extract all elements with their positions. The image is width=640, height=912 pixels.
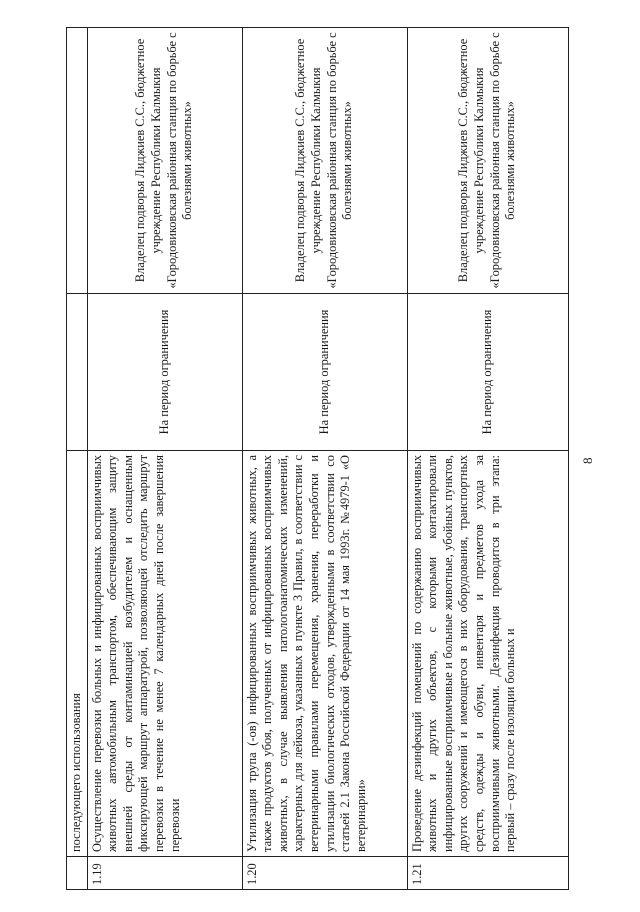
table-cell-responsible <box>67 28 88 294</box>
table-cell-responsible: Владелец подворья Лиджиев С.С., бюджетное учреждение Республики Калмыкия «Городовиковская районная станция по борьбе с болезнями животных» <box>242 28 407 294</box>
table-cell-measure: Осуществление перевозки больных и инфицированных восприимчивых животных автомобильным транспортом, обеспечивающим защиту внешней среды от контаминацией возбудителем и оснащенным фиксирующей маршрут аппаратурой, позволяющей отследить маршрут перевозки в течение не менее 7 календарных дней после завершения перевозки <box>87 451 242 857</box>
table-row <box>242 28 407 890</box>
page-number: 8 <box>580 457 595 464</box>
table-cell-number <box>67 857 88 890</box>
table-cell-continuation: последующего использования <box>67 451 88 857</box>
table-row <box>87 28 242 890</box>
measures-table <box>66 27 569 890</box>
table-cell-period: На период ограничения <box>407 294 568 451</box>
table-row-continuation <box>67 28 88 890</box>
table-cell-period: На период ограничения <box>87 294 242 451</box>
table-row <box>407 28 568 890</box>
table-cell-responsible: Владелец подворья Лиджиев С.С., бюджетное учреждение Республики Калмыкия «Городовиковская районная станция по борьбе с болезнями животных» <box>407 28 568 294</box>
table-cell-number: 1.20 <box>242 857 407 890</box>
table-cell-measure: Проведение дезинфекций помещений по содержанию восприимчивых животных и других объектов, с которыми контактировали инфицированные восприимчивые и больные животные, убойных пунктов, других сооружений и имеющегося в них оборудования, транспортных средств, одежды и обуви, инвентаря и предметов ухода за восприимчивыми животными. Дезинфекция проводится в три этапа: первый – сразу после изоляции больных и <box>407 451 568 857</box>
table-cell-responsible: Владелец подворья Лиджиев С.С., бюджетное учреждение Республики Калмыкия «Городовиковская районная станция по борьбе с болезнями животных» <box>87 28 242 294</box>
table-cell-number: 1.19 <box>87 857 242 890</box>
table-cell-period <box>67 294 88 451</box>
table-cell-number: 1.21 <box>407 857 568 890</box>
table-cell-measure: Утилизация трупа (-ов) инфицированных восприимчивых животных, а также продуктов убоя, полученных от инфицированных восприимчивых животных, в случае выявления патологоанатомических изменений, характерных для лейкоза, указанных в пункте 3 Правил, в соответствии с ветеринарными правилами перемещения, хранения, переработки и утилизации биологических отходов, утвержденными в соответствии со статьей 2.1 Закона Российской Федерации от 14 мая 1993г. №4979-1 «О ветеринарии» <box>242 451 407 857</box>
table-cell-period: На период ограничения <box>242 294 407 451</box>
